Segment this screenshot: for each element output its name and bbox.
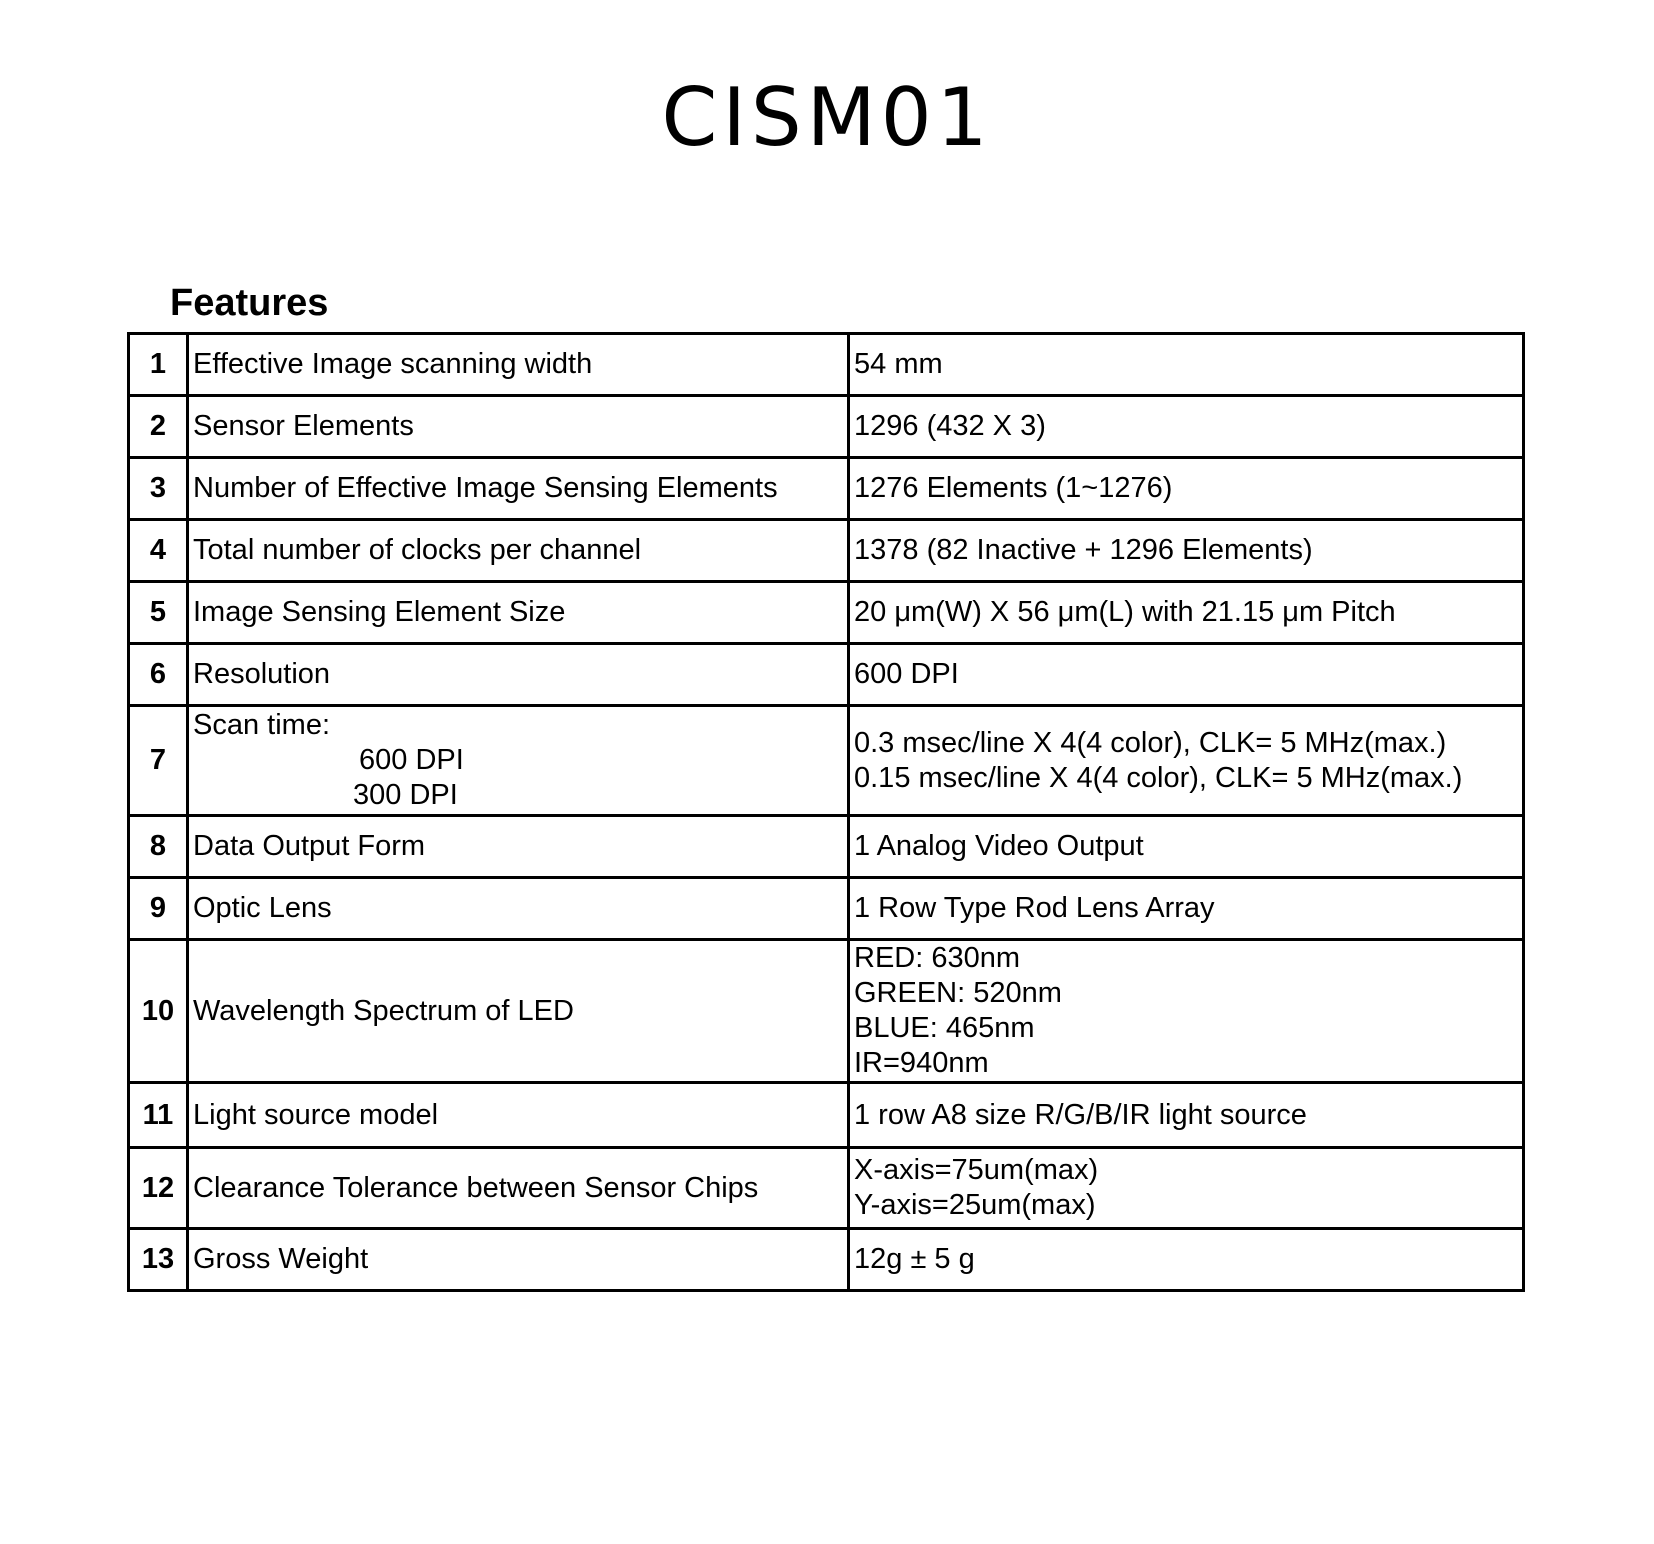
table-row (129, 1148, 1524, 1229)
row-number: 3 (129, 458, 188, 520)
table-row (129, 644, 1524, 706)
feature-value: 1 row A8 size R/G/B/IR light source (849, 1083, 1524, 1148)
row-number: 8 (129, 816, 188, 878)
table-row (129, 458, 1524, 520)
value-line: Y-axis=25um(max) (854, 1189, 1096, 1221)
table-row (129, 396, 1524, 458)
value-line: GREEN: 520nm (854, 977, 1062, 1009)
feature-name: Total number of clocks per channel (188, 520, 849, 582)
value-line: 0.3 msec/line X 4(4 color), CLK= 5 MHz(max.) (854, 726, 1447, 759)
document-title: CISM01 (661, 71, 993, 164)
table-row (129, 1229, 1524, 1291)
feature-name: Data Output Form (188, 816, 849, 878)
table-row (129, 334, 1524, 396)
value-line: BLUE: 465nm (854, 1012, 1035, 1044)
table-row (129, 520, 1524, 582)
feature-value: 600 DPI (849, 644, 1524, 706)
row-number: 11 (129, 1083, 188, 1148)
row-number: 12 (129, 1148, 188, 1229)
feature-value: 20 μm(W) X 56 μm(L) with 21.15 μm Pitch (849, 582, 1524, 644)
feature-name: Number of Effective Image Sensing Elements (188, 458, 849, 520)
row-number: 7 (129, 706, 188, 816)
feature-line: 600 DPI (359, 744, 464, 776)
section-heading-features: Features (170, 282, 329, 324)
feature-name: Optic Lens (188, 878, 849, 940)
feature-line: Scan time: (193, 709, 330, 741)
table-row (129, 878, 1524, 940)
feature-value: 1276 Elements (1~1276) (849, 458, 1524, 520)
feature-value (849, 940, 1524, 1083)
features-table (127, 332, 1525, 1292)
table-row (129, 940, 1524, 1083)
feature-value: 54 mm (849, 334, 1524, 396)
row-number: 10 (129, 940, 188, 1083)
feature-name: Sensor Elements (188, 396, 849, 458)
table-row (129, 1083, 1524, 1148)
feature-value: 1378 (82 Inactive + 1296 Elements) (849, 520, 1524, 582)
row-number: 13 (129, 1229, 188, 1291)
feature-name: Clearance Tolerance between Sensor Chips (188, 1148, 849, 1229)
table-row (129, 816, 1524, 878)
feature-name: Gross Weight (188, 1229, 849, 1291)
row-number: 5 (129, 582, 188, 644)
feature-name (188, 706, 849, 816)
value-line: X-axis=75um(max) (854, 1154, 1099, 1186)
row-number: 6 (129, 644, 188, 706)
feature-value: 1 Row Type Rod Lens Array (849, 878, 1524, 940)
feature-name: Image Sensing Element Size (188, 582, 849, 644)
feature-value (849, 1148, 1524, 1229)
feature-name: Resolution (188, 644, 849, 706)
table-row (129, 582, 1524, 644)
feature-line: 300 DPI (353, 779, 458, 811)
row-number: 1 (129, 334, 188, 396)
row-number: 2 (129, 396, 188, 458)
feature-value: 1296 (432 X 3) (849, 396, 1524, 458)
value-line: IR=940nm (854, 1047, 989, 1079)
feature-value: 1 Analog Video Output (849, 816, 1524, 878)
row-number: 4 (129, 520, 188, 582)
row-number: 9 (129, 878, 188, 940)
feature-name: Wavelength Spectrum of LED (188, 940, 849, 1083)
value-line: RED: 630nm (854, 942, 1021, 974)
feature-name: Effective Image scanning width (188, 334, 849, 396)
feature-value (849, 706, 1524, 816)
value-line: 0.15 msec/line X 4(4 color), CLK= 5 MHz(max.) (854, 761, 1463, 794)
table-row (129, 706, 1524, 816)
feature-name: Light source model (188, 1083, 849, 1148)
feature-value: 12g ± 5 g (849, 1229, 1524, 1291)
